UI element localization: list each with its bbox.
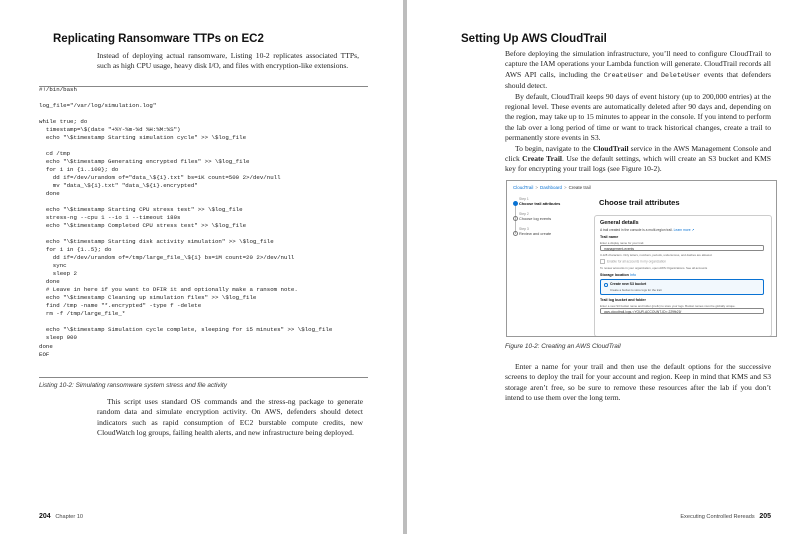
explanation-text: This script uses standard OS commands and the stress-ng package to generate random data and simulate encryption activity. On AWS, defenders should detect indicators such as rapid consumption of EC2 burstable compute credits, new CloudWatch log groups, failing health alerts, and new infrastructure being deployed. <box>97 397 363 438</box>
chapter-label: Chapter 10 <box>55 514 84 520</box>
panel-title: General details <box>600 220 639 226</box>
right-page-number: 205 <box>759 513 771 520</box>
code-listing: #!/bin/bash log_file="/var/log/simulation.log" while true; do timestamp=\$(date "+%Y-%m-%d %H:%M:%S") echo "\$timestamp Starting simulation cycle" >> \$log_file cd /tmp echo "\$timestamp Generating encrypted files" >> \$log_file for i in {1..100}; do dd if=/dev/urandom of="data_\${i}.txt" bs=1K count=500 2>/dev/null mv "data_\${i}.txt" "data_\${i}.encrypted" done echo "\$timestamp Starting CPU stress test" >> \$log_file stress-ng --cpu 1 --io 1 --timeout 180s echo "\$timestamp Completed CPU stress test" >> \$log_file echo "\$timestamp Starting disk activity simulation" >> \$log_file for i in {1..5}; do dd if=/dev/urandom of=/tmp/large_file_\${i} bs=1M count=20 2>/dev/null sync sleep 2 done # Leave in here if you want to DFIR it and optionally make a ransom note. echo "\$timestamp Cleaning up simulation files" >> \$log_file find /tmp -name "*.encrypted" -type f -delete rm -f /tmp/large_file_* echo "\$timestamp Simulation cycle complete, sleeping for 15 minutes" >> \$log_file sleep 900 done EOF <box>39 86 333 358</box>
panel-description: A trail created in the console is a multi-region trail. Learn more ↗ <box>600 228 695 232</box>
step-dot-icon <box>513 231 518 236</box>
running-head: Executing Controlled Rereads <box>680 514 755 520</box>
storage-info-link[interactable]: Info <box>629 273 637 277</box>
radio-selected-icon <box>604 283 608 287</box>
right-folio <box>680 513 771 520</box>
listing-bottom-rule <box>39 377 368 378</box>
create-s3-bucket-option[interactable]: Create new S3 bucket Create a bucket to store logs for the trail. <box>600 279 764 295</box>
breadcrumb-create-trail: Create trail <box>568 185 591 190</box>
closing-paragraph <box>505 362 771 404</box>
general-details-panel <box>594 215 772 337</box>
createuser-code: CreateUser <box>603 71 644 79</box>
intro-paragraph <box>97 51 359 72</box>
paragraph-2: By default, CloudTrail keeps 90 days of event history (up to 200,000 entries) at the regional level. These events are automatically deleted after 90 days and, depending on the region, may take up to 15 minutes to appear in the console. If you intend to perform the lab over a long period of time or want to track historical changes, create a trail to permanently store events in S3. <box>505 91 771 143</box>
closing-text: Enter a name for your trail and then use the default options for the successive screens to deploy the trail for your account and region. Keep in mind that KMS and S3 storage aren’t free, so be sure to remove these resources after the lab if you don’t intend to use them over the long term. <box>505 362 771 403</box>
learn-more-link[interactable]: Learn more <box>673 228 691 232</box>
breadcrumb-dashboard[interactable]: Dashboard <box>539 185 562 190</box>
org-checkbox[interactable]: Enable for all accounts in my organization <box>600 259 666 264</box>
right-page <box>407 0 810 534</box>
step-dot-icon <box>513 216 518 221</box>
figure-caption: Figure 10-2: Creating an AWS CloudTrail <box>505 343 621 350</box>
breadcrumb: CloudTrail > Dashboard > Create trail <box>513 185 591 190</box>
intro-text: Instead of deploying actual ransomware, Listing 10-2 replicates associated TTPs, such as high CPU usage, heavy disk I/O, and files with encryption-like extensions. <box>97 51 359 71</box>
paragraph-3: To begin, navigate to the CloudTrail service in the AWS Management Console and click Create Trail. Use the default settings, which will create an S3 bucket and KMS key for encrypting your trail logs (see Figure 10-2). <box>505 143 772 174</box>
trail-name-hint: Enter a display name for your trail. <box>600 240 645 245</box>
paragraph-1: Before deploying the simulation infrastructure, you’ll need to configure CloudTrail to capture the IAM operations your Lambda function will generate. CloudTrail records all AWS API calls, including the CreateUser and DeleteUser events that defenders should detect. <box>505 49 772 91</box>
bucket-hint: Enter a new S3 bucket name and folder (prefix) to store your logs. Bucket names must be globally unique. <box>600 303 736 308</box>
external-link-icon: ↗ <box>691 228 695 232</box>
cloudtrail-intro <box>505 49 771 175</box>
wizard-steps <box>513 197 575 242</box>
left-page <box>0 0 403 534</box>
wizard-step-1[interactable]: Step 1 Choose trail attributes <box>513 197 575 206</box>
bucket-input[interactable]: aws-cloudtrail-logs-<YOUR-ACCOUNT-ID>-229fb21f <box>600 308 764 314</box>
left-folio <box>39 513 83 520</box>
section-heading: Replicating Ransomware TTPs on EC2 <box>53 33 264 45</box>
left-page-number: 204 <box>39 513 51 520</box>
wizard-step-3[interactable]: Step 3 Review and create <box>513 227 575 236</box>
trail-name-rules: 3-128 characters. Only letters, numbers, periods, underscores, and dashes are allowed. <box>600 253 713 257</box>
bucket-label: Trail log bucket and folder <box>600 298 646 302</box>
org-hint: To review accounts in your organization, open AWS Organizations. See all accounts <box>600 265 708 270</box>
deleteuser-code: DeleteUser <box>661 71 701 79</box>
trail-name-input[interactable]: management-events <box>600 245 764 251</box>
storage-location-label: Storage location Info <box>600 273 637 277</box>
explanation-paragraph <box>97 397 363 439</box>
step-dot-icon <box>513 201 518 206</box>
trail-name-label: Trail name <box>600 235 619 239</box>
listing-caption: Listing 10-2: Simulating ransomware system stress and file activity <box>39 382 227 389</box>
cloudtrail-screenshot <box>506 180 777 337</box>
breadcrumb-cloudtrail[interactable]: CloudTrail <box>513 185 534 190</box>
wizard-title: Choose trail attributes <box>599 198 680 207</box>
wizard-step-2[interactable]: Step 2 Choose log events <box>513 212 575 221</box>
section-heading-right: Setting Up AWS CloudTrail <box>461 33 607 45</box>
checkbox-icon <box>600 259 605 264</box>
